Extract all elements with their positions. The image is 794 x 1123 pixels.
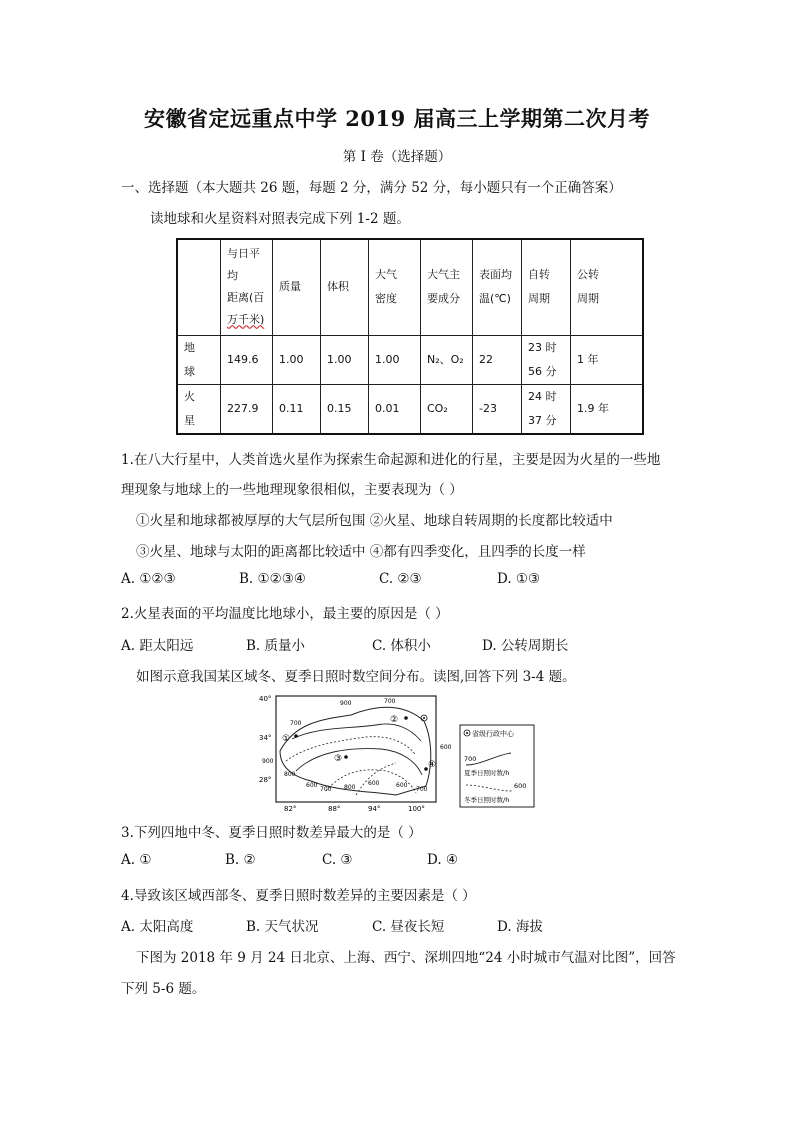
row-name-line: 地 (184, 340, 195, 354)
cell: CO₂ (421, 384, 473, 434)
cell-line: 56 分 (528, 364, 557, 378)
point-label: ③ (334, 754, 343, 764)
page-title: 安徽省定远重点中学 2019 届高三上学期第二次月考 (143, 106, 651, 131)
q1-stem-line2: 理现象与地球上的一些地理现象很相似，主要表现为（ ） (121, 482, 463, 498)
table-header-temp (473, 239, 522, 335)
table-corner-cell (177, 239, 221, 335)
summer-isoline (296, 749, 422, 775)
location-point (294, 734, 298, 738)
location-point (404, 716, 408, 720)
q3-stem: 3.下列四地中冬、夏季日照时数差异最大的是（ ） (121, 825, 422, 841)
lat-label: 40° (259, 695, 272, 703)
legend-summer-value: 700 (464, 755, 477, 763)
point-label: ② (390, 715, 399, 725)
cell-rotation (522, 384, 571, 434)
cell: 0.01 (369, 384, 421, 434)
row-name-line: 火 (184, 389, 195, 403)
region-border (280, 707, 431, 795)
row-name-line: 星 (184, 413, 195, 427)
point-label: ④ (428, 760, 437, 770)
legend-winter-value: 600 (514, 782, 527, 790)
contour-label: 600 (440, 744, 452, 751)
contour-label: 700 (320, 786, 332, 793)
legend-winter-label: 冬季日照时数/h (464, 796, 510, 804)
header-line: 距离(百 (227, 291, 265, 305)
cell: 149.6 (221, 335, 273, 384)
header-line: 自转 (528, 268, 550, 282)
sunshine-map (256, 691, 536, 815)
cell-line: 23 时 (528, 340, 557, 354)
header-line: 体积 (327, 280, 349, 294)
q1-option-b: B. ①②③④ (239, 571, 306, 587)
cell: 227.9 (221, 384, 273, 434)
row-name-line: 球 (184, 364, 195, 378)
header-line-underlined: 万千米) (227, 313, 265, 327)
contour-label: 800 (344, 784, 356, 791)
table-header-volume (321, 239, 369, 335)
q1-item-line1: ①火星和地球都被厚厚的大气层所包围 ②火星、地球自转周期的长度都比较适中 (136, 513, 613, 529)
header-line: 密度 (375, 292, 397, 306)
cell: 1.00 (273, 335, 321, 384)
header-line: 大气主 (427, 268, 460, 282)
contour-label: 900 (262, 758, 274, 765)
contour-label: 700 (416, 786, 428, 793)
lon-label: 94° (368, 805, 381, 813)
q2-stem: 2.火星表面的平均温度比地球小，最主要的原因是（ ） (121, 606, 449, 622)
contour-label: 600 (396, 782, 408, 789)
lat-label: 28° (259, 776, 272, 784)
cell-rotation (522, 335, 571, 384)
q1-option-a: A. ①②③ (121, 571, 176, 587)
header-line: 周期 (577, 292, 599, 306)
intro-q3-4: 如图示意我国某区域冬、夏季日照时数空间分布。读图,回答下列 3-4 题。 (136, 669, 576, 685)
q1-item-line2: ③火星、地球与太阳的距离都比较适中 ④都有四季变化，且四季的长度一样 (136, 544, 586, 560)
q3-option-c: C. ③ (322, 852, 353, 868)
q2-option-d: D. 公转周期长 (482, 638, 569, 654)
lon-label: 100° (408, 805, 425, 813)
header-line: 大气 (375, 268, 397, 282)
intro-q5-6-line1: 下图为 2018 年 9 月 24 日北京、上海、西宁、深圳四地“24 小时城市气温对比图”，回答 (136, 950, 676, 966)
legend-winter-line (466, 785, 512, 791)
q1-option-c: C. ②③ (379, 571, 422, 587)
row-name (177, 384, 221, 434)
cell: 1.9 年 (571, 384, 644, 434)
section-heading: 一、选择题（本大题共 26 题，每题 2 分，满分 52 分，每小题只有一个正确答案） (121, 180, 622, 196)
summer-isoline (292, 724, 421, 741)
cell: 0.11 (273, 384, 321, 434)
q1-stem-line1: 1.在八大行星中，人类首选火星作为探索生命起源和进化的行星，主要是因为火星的一些地 (121, 452, 661, 468)
q4-option-a: A. 太阳高度 (121, 919, 194, 935)
capital-marker-dot (423, 717, 425, 719)
q1-option-d: D. ①③ (497, 571, 541, 587)
header-line: 表面均 (479, 268, 512, 282)
cell: 1.00 (369, 335, 421, 384)
earth-mars-table (176, 238, 644, 435)
table-header-mass (273, 239, 321, 335)
table-row-mars (177, 384, 643, 434)
header-line: 均 (227, 269, 238, 283)
legend-capital-dot (466, 732, 468, 734)
header-line: 要成分 (427, 292, 460, 306)
table-header-density (369, 239, 421, 335)
page-subtitle: 第 I 卷（选择题） (342, 149, 452, 165)
row-name (177, 335, 221, 384)
lat-label: 34° (259, 734, 272, 742)
q2-option-c: C. 体积小 (372, 638, 431, 654)
point-label: ① (282, 734, 291, 744)
q3-option-a: A. ① (121, 852, 152, 868)
legend-capital-label: 省级行政中心 (472, 730, 514, 738)
header-line: 与日平 (227, 247, 260, 261)
contour-label: 600 (368, 780, 380, 787)
table-header-row (177, 239, 643, 335)
contour-label: 600 (306, 782, 318, 789)
header-line: 质量 (279, 280, 301, 294)
table-row-earth (177, 335, 643, 384)
header-line: 周期 (528, 292, 550, 306)
contour-label: 700 (384, 698, 396, 705)
q4-option-c: C. 昼夜长短 (372, 919, 445, 935)
cell: -23 (473, 384, 522, 434)
contour-label: 800 (284, 771, 296, 778)
lon-label: 82° (284, 805, 297, 813)
header-line: 公转 (577, 268, 599, 282)
cell-line: 24 时 (528, 389, 557, 403)
contour-label: 700 (290, 720, 302, 727)
q2-option-b: B. 质量小 (246, 638, 306, 654)
q2-option-a: A. 距太阳远 (121, 638, 194, 654)
cell: 1.00 (321, 335, 369, 384)
table-header-rotation (522, 239, 571, 335)
q4-option-d: D. 海拔 (497, 919, 543, 935)
lon-label: 88° (328, 805, 341, 813)
intro-q5-6-line2: 下列 5-6 题。 (121, 981, 206, 997)
cell: 1 年 (571, 335, 644, 384)
cell: 0.15 (321, 384, 369, 434)
q4-stem: 4.导致该区域西部冬、夏季日照时数差异的主要因素是（ ） (121, 888, 476, 904)
intro-q1-2: 读地球和火星资料对照表完成下列 1-2 题。 (150, 211, 410, 227)
legend-summer-label: 夏季日照时数/h (464, 769, 510, 777)
table-header-composition (421, 239, 473, 335)
contour-label: 900 (340, 700, 352, 707)
table-header-distance (221, 239, 273, 335)
cell: 22 (473, 335, 522, 384)
header-line: 温(℃) (479, 292, 511, 306)
table-header-revolution (571, 239, 644, 335)
location-point (344, 755, 348, 759)
cell-line: 37 分 (528, 413, 557, 427)
q4-option-b: B. 天气状况 (246, 919, 319, 935)
q3-option-b: B. ② (225, 852, 256, 868)
cell: N₂、O₂ (421, 335, 473, 384)
winter-isoline (356, 763, 396, 795)
q3-option-d: D. ④ (427, 852, 459, 868)
